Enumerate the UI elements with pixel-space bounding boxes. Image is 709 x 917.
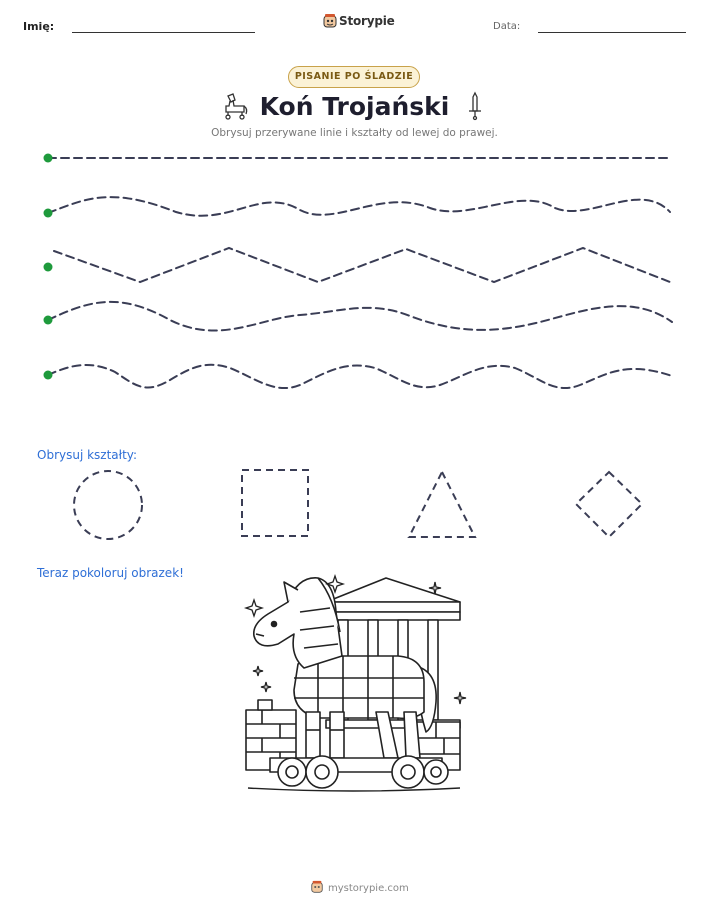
coloring-heading: Teraz pokoloruj obrazek! <box>37 566 184 580</box>
start-dot <box>44 371 53 380</box>
page-title: Koń Trojański <box>259 92 450 121</box>
shape-square <box>242 470 308 536</box>
start-dot <box>44 316 53 325</box>
shapes-heading: Obrysuj kształty: <box>37 448 138 462</box>
storypie-logo-icon <box>310 880 324 894</box>
tracing-shapes <box>0 460 709 550</box>
date-label: Data: <box>493 21 521 32</box>
name-label: Imię: <box>23 20 55 33</box>
start-dot <box>44 263 53 272</box>
brand-name: Storypie <box>339 14 395 28</box>
start-dot <box>44 154 53 163</box>
tracing-lines <box>0 0 709 420</box>
tracing-line-zigzag <box>54 248 670 282</box>
tracing-line-wave-3 <box>48 365 672 388</box>
shape-circle <box>74 471 142 539</box>
shape-diamond <box>576 472 642 537</box>
trojan-horse-coloring-illustration <box>238 572 466 794</box>
tracing-line-wave-1 <box>48 197 670 216</box>
footer-url[interactable]: mystorypie.com <box>328 883 409 894</box>
activity-badge: PISANIE PO ŚLADZIE <box>288 66 420 88</box>
shape-triangle <box>409 472 475 537</box>
tracing-line-wave-2 <box>48 302 672 331</box>
instructions: Obrysuj przerywane linie i kształty od lewej do prawej. <box>211 127 498 139</box>
start-dot <box>44 209 53 218</box>
